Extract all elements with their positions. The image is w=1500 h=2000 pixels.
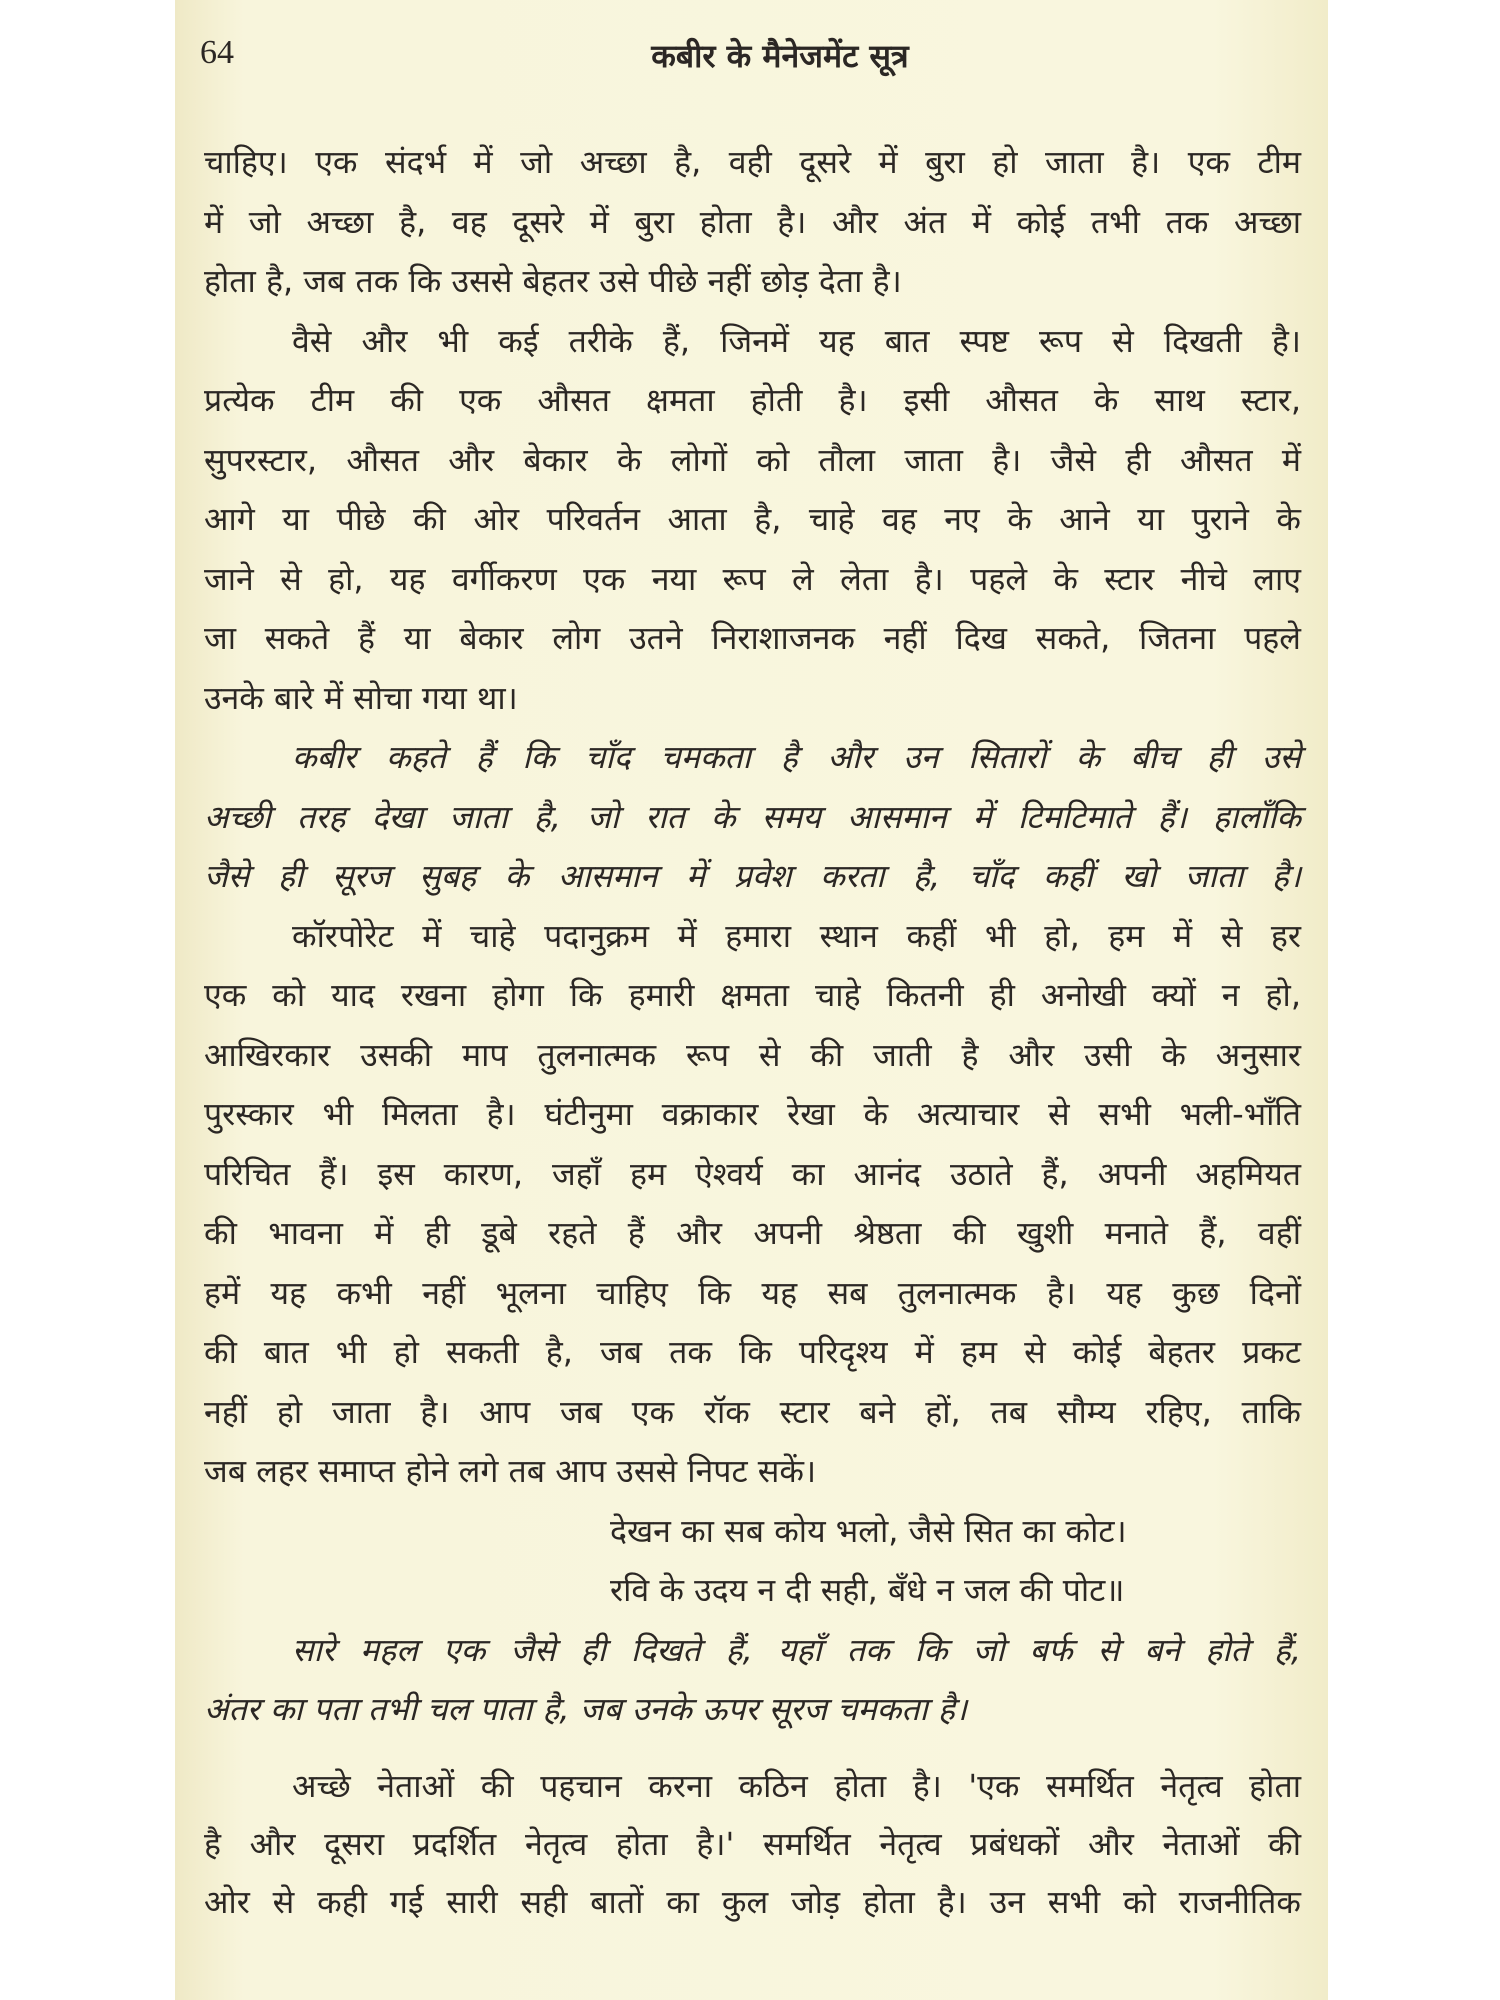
text-line: जा सकते हैं या बेकार लोग उतने निराशाजनक नहीं दिख सकते, जितना पहले [204, 619, 1301, 657]
text-line: अच्छे नेताओं की पहचान करना कठिन होता है। 'एक समर्थित नेतृत्व होता [292, 1766, 1301, 1805]
italic-line: सारे महल एक जैसे ही दिखते हैं, यहाँ तक कि जो बर्फ से बने होते हैं, [292, 1630, 1301, 1669]
text-line: ओर से कही गई सारी सही बातों का कुल जोड़ होता है। उन सभी को राजनीतिक [204, 1882, 1301, 1921]
text-line: पुरस्कार भी मिलता है। घंटीनुमा वक्राकार रेखा के अत्याचार से सभी भली-भाँति [204, 1095, 1301, 1133]
text-line: आगे या पीछे की ओर परिवर्तन आता है, चाहे वह नए के आने या पुराने के [204, 500, 1301, 538]
text-line: एक को याद रखना होगा कि हमारी क्षमता चाहे कितनी ही अनोखी क्यों न हो, [204, 976, 1301, 1014]
text-line: में जो अच्छा है, वह दूसरे में बुरा होता है। और अंत में कोई तभी तक अच्छा [204, 202, 1301, 241]
text-line: की भावना में ही डूबे रहते हैं और अपनी श्रेष्ठता की खुशी मनाते हैं, वहीं [204, 1214, 1301, 1252]
running-title: कबीर के मैनेजमेंट सूत्र [651, 37, 909, 75]
text-line: होता है, जब तक कि उससे बेहतर उसे पीछे नहीं छोड़ देता है। [204, 262, 902, 300]
text-line: चाहिए। एक संदर्भ में जो अच्छा है, वही दूसरे में बुरा हो जाता है। एक टीम [204, 143, 1301, 181]
text-line: जब लहर समाप्त होने लगे तब आप उससे निपट सकें। [204, 1452, 817, 1490]
italic-line: अंतर का पता तभी चल पाता है, जब उनके ऊपर सूरज चमकता है। [204, 1690, 968, 1728]
verse-line: रवि के उदय न दी सही, बँधे न जल की पोट॥ [610, 1571, 1125, 1609]
text-line: वैसे और भी कई तरीके हैं, जिनमें यह बात स्पष्ट रूप से दिखती है। [292, 321, 1301, 360]
text-line: उनके बारे में सोचा गया था। [204, 678, 518, 717]
italic-line: कबीर कहते हैं कि चाँद चमकता है और उन सितारों के बीच ही उसे [292, 738, 1301, 776]
text-line: प्रत्येक टीम की एक औसत क्षमता होती है। इसी औसत के साथ स्टार, [204, 381, 1301, 419]
page-number: 64 [200, 34, 234, 71]
text-line: है और दूसरा प्रदर्शित नेतृत्व होता है।' समर्थित नेतृत्व प्रबंधकों और नेताओं की [204, 1824, 1301, 1863]
text-line: आखिरकार उसकी माप तुलनात्मक रूप से की जाती है और उसी के अनुसार [204, 1035, 1301, 1074]
text-line: की बात भी हो सकती है, जब तक कि परिदृश्य में हम से कोई बेहतर प्रकट [204, 1333, 1301, 1371]
italic-line: जैसे ही सूरज सुबह के आसमान में प्रवेश करता है, चाँद कहीं खो जाता है। [204, 857, 1301, 895]
italic-line: अच्छी तरह देखा जाता है, जो रात के समय आसमान में टिमटिमाते हैं। हालाँकि [204, 797, 1301, 836]
verse-line: देखन का सब कोय भलो, जैसे सित का कोट। [610, 1511, 1127, 1550]
text-line: सुपरस्टार, औसत और बेकार के लोगों को तौला जाता है। जैसे ही औसत में [204, 440, 1301, 479]
text-line: परिचित हैं। इस कारण, जहाँ हम ऐश्वर्य का आनंद उठाते हैं, अपनी अहमियत [204, 1154, 1301, 1193]
text-line: कॉरपोरेट में चाहे पदानुक्रम में हमारा स्थान कहीं भी हो, हम में से हर [292, 916, 1301, 955]
text-line: हमें यह कभी नहीं भूलना चाहिए कि यह सब तुलनात्मक है। यह कुछ दिनों [204, 1273, 1301, 1312]
text-line: जाने से हो, यह वर्गीकरण एक नया रूप ले लेता है। पहले के स्टार नीचे लाए [204, 559, 1301, 598]
text-line: नहीं हो जाता है। आप जब एक रॉक स्टार बने हों, तब सौम्य रहिए, ताकि [204, 1392, 1301, 1431]
page-body [204, 133, 1301, 1931]
